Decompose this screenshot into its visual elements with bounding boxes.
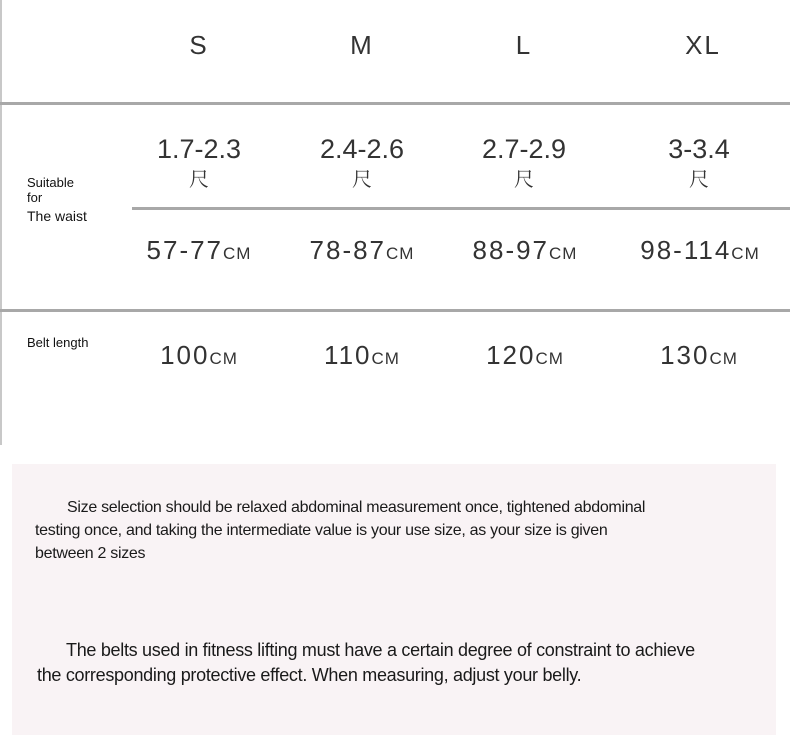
note-1-line-3: between 2 sizes: [35, 545, 146, 562]
divider: [132, 207, 790, 210]
waist-l: 88-97CM: [472, 235, 578, 265]
chi-range-xl: 3-3.4 尺: [668, 134, 730, 191]
size-header-l: L: [515, 30, 533, 60]
label-the-waist: The waist: [27, 208, 87, 224]
label-belt-length: Belt length: [27, 335, 89, 350]
size-header-xl: XL: [685, 30, 721, 60]
waist-m: 78-87CM: [309, 235, 415, 265]
note-2-line-2: the corresponding protective effect. When measuring, adjust your belly.: [37, 665, 582, 685]
belt-s: 100CM: [160, 340, 238, 370]
note-1-line-2: testing once, and taking the intermediate value is your use size, as your size is given: [35, 522, 608, 539]
table-left-border: [0, 0, 2, 445]
divider: [0, 309, 790, 312]
belt-l: 120CM: [486, 340, 564, 370]
size-header-m: M: [350, 30, 374, 60]
divider: [0, 102, 790, 105]
belt-xl: 130CM: [660, 340, 738, 370]
belt-m: 110CM: [324, 340, 400, 370]
label-suitable: Suitable: [27, 175, 74, 190]
size-header-s: S: [189, 30, 209, 60]
waist-xl: 98-114CM: [640, 235, 760, 265]
waist-s: 57-77CM: [146, 235, 252, 265]
chi-range-m: 2.4-2.6 尺: [319, 134, 405, 191]
chi-range-l: 2.7-2.9 尺: [481, 134, 567, 191]
chi-range-s: 1.7-2.3 尺: [156, 134, 242, 191]
label-for: for: [27, 190, 43, 205]
note-2-line-1: The belts used in fitness lifting must have a certain degree of constraint to achieve: [66, 640, 695, 660]
note-1-line-1: Size selection should be relaxed abdominal measurement once, tightened abdominal: [67, 499, 646, 516]
